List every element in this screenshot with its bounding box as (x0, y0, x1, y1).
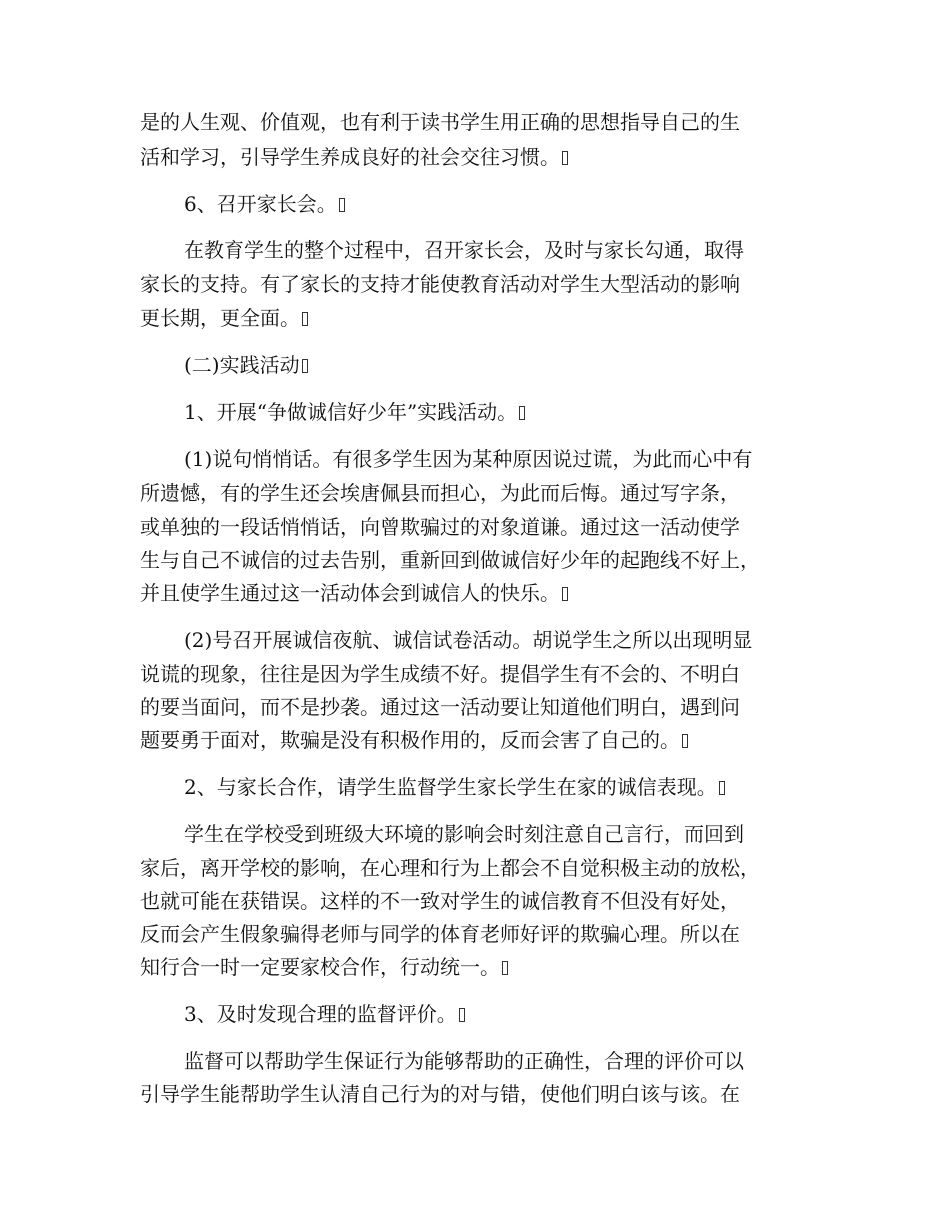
text-line (184, 398, 525, 426)
text-line: 监督可以帮助学生保证行为能够帮助的正确性，合理的评价可以 (184, 1049, 744, 1073)
section-heading: 1、开展“争做诚信好少年”实践活动。 (184, 400, 518, 424)
text-line: (1)说句悄悄话。有很多学生因为某种原因说过谎，为此而心中有 (184, 447, 753, 471)
paragraph-mark-icon (502, 961, 508, 975)
text-line-content: 并且使学生通过这一活动体会到诚信人的快乐。 (140, 581, 560, 605)
text-line-content: 活和学习，引导学生养成良好的社会交往习惯。 (140, 145, 560, 169)
paragraph-mark-icon (682, 734, 688, 748)
text-line: 也就可能在获错误。这样的不一致对学生的诚信教育不但没有好处， (140, 889, 740, 913)
text-line: 生与自己不诚信的过去告别，重新回到做诚信好少年的起跑线不好上， (140, 548, 760, 572)
text-line-content: 更长期，更全面。 (140, 306, 300, 330)
paragraph-mark-icon (562, 151, 568, 165)
section-heading: 6、召开家长会。 (184, 192, 337, 216)
text-line (184, 190, 345, 218)
paragraph-mark-icon (562, 587, 568, 601)
text-line (140, 579, 568, 607)
paragraph-mark-icon (339, 198, 345, 212)
text-line: 或单独的一段话悄悄话，向曾欺骗过的对象道谦。通过这一活动使学 (140, 515, 740, 539)
text-line: 家长的支持。有了家长的支持才能使教育活动对学生大型活动的影响 (140, 272, 740, 296)
text-line: 是的人生观、价值观，也有利于读书学生用正确的思想指导自己的生 (140, 110, 740, 134)
text-line-content: 知行合一时一定要家校合作，行动统一。 (140, 955, 500, 979)
text-line: 反而会产生假象骗得老师与同学的体育老师好评的欺骗心理。所以在 (140, 922, 740, 946)
text-line (140, 953, 508, 981)
paragraph-mark-icon (302, 312, 308, 326)
text-line-content: 题要勇于面对，欺骗是没有积极作用的，反而会害了自己的。 (140, 728, 680, 752)
text-line: 引导学生能帮助学生认清自己行为的对与错，使他们明白该与该。在 (140, 1082, 740, 1106)
text-line (140, 726, 688, 754)
paragraph-mark-icon (459, 1008, 465, 1022)
text-line (184, 773, 725, 801)
text-line (140, 304, 308, 332)
text-line: 的要当面问，而不是抄袭。通过这一活动要让知道他们明白，遇到问 (140, 695, 740, 719)
section-heading: 2、与家长合作，请学生监督学生家长学生在家的诚信表现。 (184, 775, 717, 799)
section-heading: (二)实践活动 (184, 353, 300, 377)
text-line (184, 351, 308, 379)
paragraph-mark-icon (519, 406, 525, 420)
text-line: 说谎的现象，往往是因为学生成绩不好。提倡学生有不会的、不明白 (140, 662, 740, 686)
text-line: 学生在学校受到班级大环境的影响会时刻注意自己言行，而回到 (184, 822, 744, 846)
paragraph-mark-icon (302, 359, 308, 373)
text-line: 所遗憾，有的学生还会埃唐佩县而担心，为此而后悔。通过写字条， (140, 481, 740, 505)
section-heading: 3、及时发现合理的监督评价。 (184, 1002, 457, 1026)
text-line (140, 143, 568, 171)
paragraph-mark-icon (719, 781, 725, 795)
text-line: 在教育学生的整个过程中，召开家长会，及时与家长勾通，取得 (184, 238, 744, 262)
text-line: 家后，离开学校的影响，在心理和行为上都会不自觉积极主动的放松， (140, 856, 760, 880)
text-line: (2)号召开展诚信夜航、诚信试卷活动。胡说学生之所以出现明显 (184, 628, 753, 652)
text-line (184, 1000, 465, 1028)
